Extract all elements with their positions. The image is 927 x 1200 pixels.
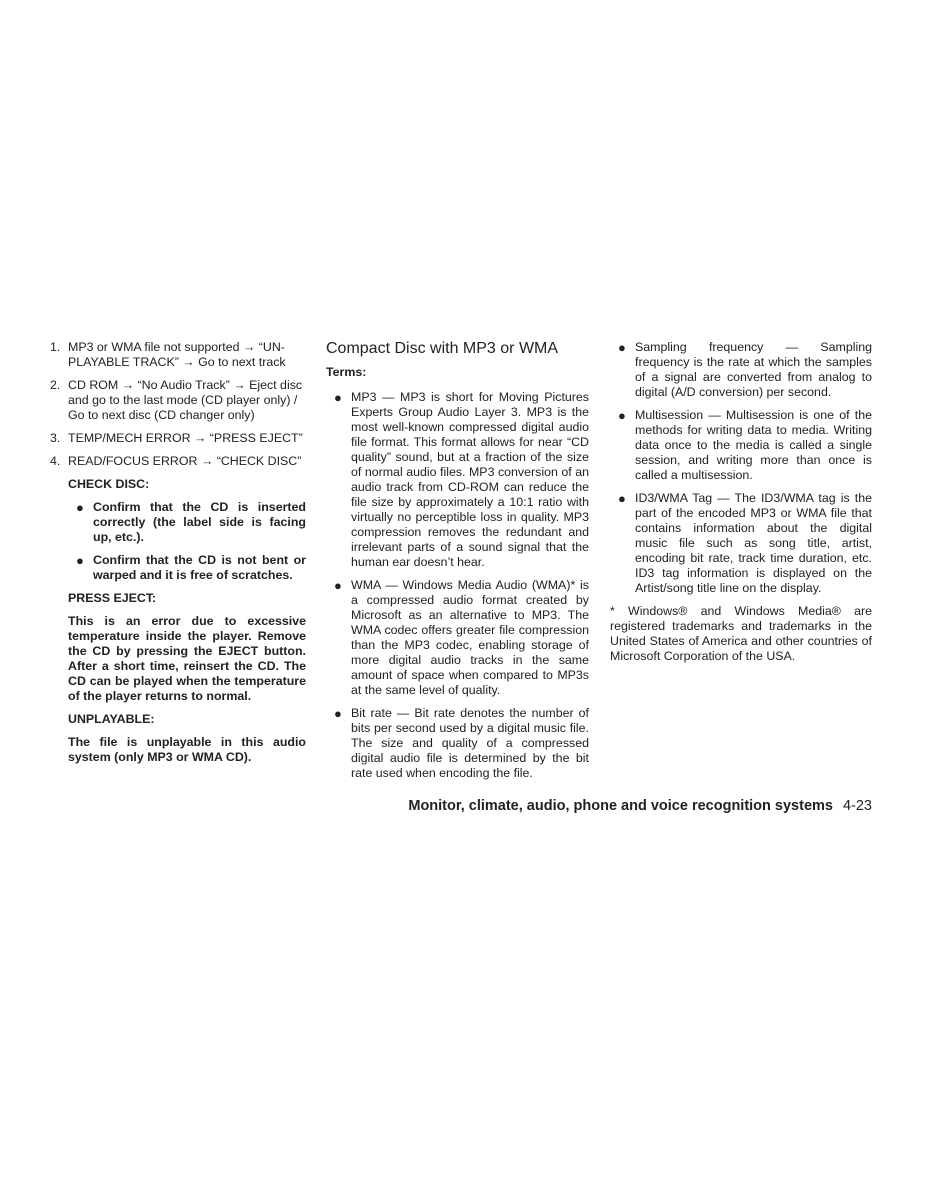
bullet-text: Confirm that the CD is inserted correctly (the label side is facing up, etc.). — [93, 500, 306, 544]
trademark-footnote: * Windows® and Windows Media® are registered trademarks and trademarks in the United States of America and other countries of Microsoft Corporation of the USA. — [610, 604, 872, 663]
bullet-icon: ● — [618, 491, 626, 506]
bullet-item — [68, 553, 306, 583]
footer-section-title: Monitor, climate, audio, phone and voice recognition systems — [408, 798, 833, 814]
bullet-item — [610, 408, 872, 483]
item-number: 4. — [50, 454, 61, 468]
item-number: 3. — [50, 431, 61, 445]
list-item — [50, 378, 306, 423]
item-text: TEMP/MECH ERROR → “PRESS EJECT” — [68, 431, 303, 445]
bullet-text: MP3 — MP3 is short for Moving Pictures Experts Group Audio Layer 3. MP3 is the most well-known compressed digital audio file format. This format allows for near “CD quality” sound, but at a fraction of the size of normal audio files. MP3 conversion of an audio track from CD-ROM can reduce the file size by approximately a 10:1 ratio with virtually no perceptible loss in quality. MP3 compression removes the redundant and irrelevant parts of a sound signal that the human ear doesn’t hear. — [351, 390, 589, 569]
bullet-icon: ● — [76, 553, 84, 568]
terms-label: Terms: — [326, 365, 367, 379]
right-column — [610, 340, 872, 664]
bullet-icon: ● — [334, 706, 342, 721]
unplayable-heading: UNPLAYABLE: — [68, 712, 155, 726]
list-item — [50, 340, 306, 370]
item-number: 2. — [50, 378, 61, 392]
bullet-icon: ● — [334, 578, 342, 593]
bullet-icon: ● — [618, 408, 626, 423]
page-footer — [408, 798, 872, 814]
bullet-text: Multisession — Multisession is one of the methods for writing data to media. Writing data once to the media is called a single session, and writing more than once is called a multisession. — [635, 408, 872, 482]
bullet-item — [610, 340, 872, 400]
bullet-icon: ● — [618, 340, 626, 355]
press-eject-text: This is an error due to excessive temperature inside the player. Remove the CD by pressing the EJECT button. After a short time, reinsert the CD. The CD can be played when the temperature of the player returns to normal. — [68, 614, 306, 703]
bullet-icon: ● — [76, 500, 84, 515]
bullet-text: Confirm that the CD is not bent or warped and it is free of scratches. — [93, 553, 306, 582]
list-item — [50, 454, 306, 469]
bullet-text: WMA — Windows Media Audio (WMA)* is a compressed audio format created by Microsoft as an alternative to MP3. The WMA codec offers greater file compression than the MP3 codec, enabling storage of more digital audio tracks in the same amount of space when compared to MP3s at the same level of quality. — [351, 578, 589, 697]
page-number: 4-23 — [842, 798, 872, 814]
bullet-item — [610, 491, 872, 596]
middle-column — [326, 340, 589, 789]
bullet-icon: ● — [334, 390, 342, 405]
item-number: 1. — [50, 340, 61, 354]
bullet-item — [326, 578, 589, 698]
section-heading: Compact Disc with MP3 or WMA — [326, 340, 559, 357]
unplayable-text: The file is unplayable in this audio system (only MP3 or WMA CD). — [68, 735, 306, 764]
left-column — [50, 340, 306, 765]
bullet-text: Sampling frequency — Sampling frequency is the rate at which the samples of a signal are converted from analog to digital (A/D conversion) per second. — [635, 340, 872, 399]
bullet-text: Bit rate — Bit rate denotes the number of bits per second used by a digital music file. The size and quality of a compressed digital audio file is determined by the bit rate used when encoding the file. — [351, 706, 589, 780]
item-text: CD ROM → “No Audio Track” → Eject disc and go to the last mode (CD player only) / Go to next disc (CD changer only) — [68, 378, 303, 422]
check-disc-heading: CHECK DISC: — [68, 477, 150, 491]
bullet-item — [326, 706, 589, 781]
item-text: MP3 or WMA file not supported → “UN-PLAYABLE TRACK” → Go to next track — [68, 340, 286, 369]
bullet-text: ID3/WMA Tag — The ID3/WMA tag is the part of the encoded MP3 or WMA file that contains information about the digital music file such as song title, artist, encoding bit rate, track time duration, etc. ID3 tag information is displayed on the Artist/song title line on the display. — [635, 491, 872, 595]
list-item — [50, 431, 306, 446]
bullet-item — [68, 500, 306, 545]
press-eject-heading: PRESS EJECT: — [68, 591, 157, 605]
bullet-item — [326, 390, 589, 570]
item-text: READ/FOCUS ERROR → “CHECK DISC” — [68, 454, 302, 468]
